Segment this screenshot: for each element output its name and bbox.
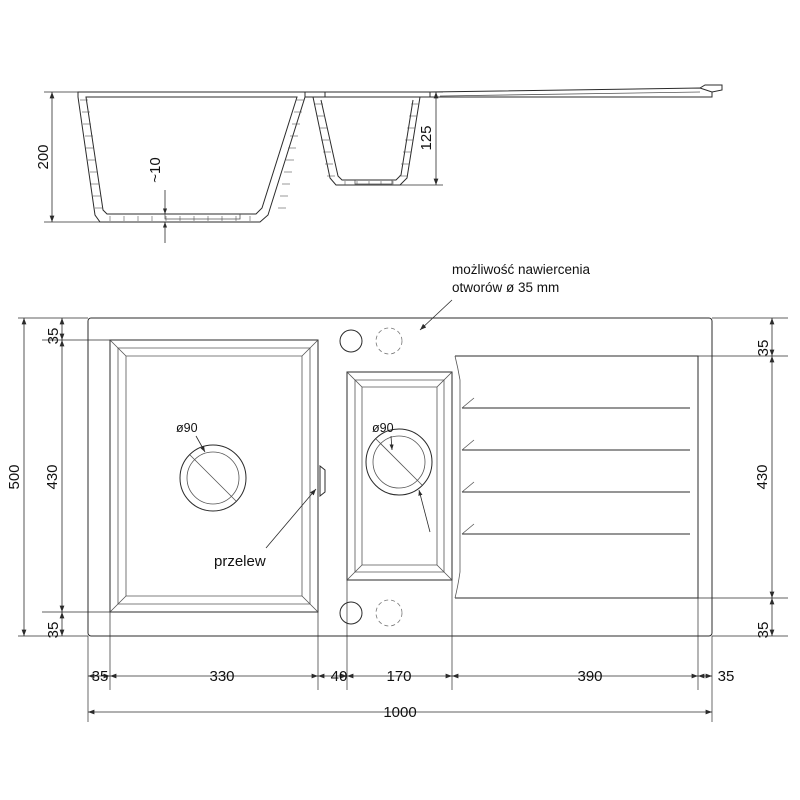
- chain-dim-5: 35: [717, 668, 735, 685]
- chain-dim-0: 35: [91, 668, 109, 685]
- overflow-label: przelew: [214, 553, 266, 570]
- chain-dim-3: 170: [386, 668, 412, 685]
- chain-dim-4: 390: [577, 668, 603, 685]
- plan-right-inner-height-label: 430: [754, 464, 771, 490]
- drilling-note-line2: otworów ø 35 mm: [452, 280, 560, 295]
- bottom-dimension-chain: [88, 668, 734, 685]
- optional-hole-top: [376, 328, 402, 354]
- plan-view: [6, 318, 788, 722]
- optional-hole-bottom: [376, 600, 402, 626]
- sink-outline: [88, 318, 712, 636]
- section-depth-main-label: 200: [35, 144, 52, 170]
- main-bowl-outline: [110, 340, 318, 612]
- plan-top-margin-label: 35: [45, 327, 62, 345]
- main-drain-diameter-label: ø90: [176, 421, 198, 435]
- plan-overall-width-label: 500: [6, 464, 23, 490]
- plan-bottom-margin-label: 35: [45, 621, 62, 639]
- section-wall-thickness-label: ~10: [147, 157, 164, 183]
- overflow-slot: [320, 466, 325, 496]
- drainboard-outline: [455, 356, 698, 598]
- chain-dim-2: 40: [330, 668, 348, 685]
- section-view: [35, 85, 722, 243]
- drilling-note: [420, 262, 591, 330]
- small-bowl-outline: [347, 372, 452, 580]
- drilling-note-line1: możliwość nawiercenia: [452, 262, 591, 277]
- plan-overall-length-label: 1000: [383, 704, 417, 721]
- chain-dim-1: 330: [209, 668, 235, 685]
- section-depth-small-label: 125: [418, 125, 435, 151]
- small-drain-diameter-label: ø90: [372, 421, 394, 435]
- tap-hole-top: [340, 330, 362, 352]
- plan-right-bottom-margin-label: 35: [755, 621, 772, 639]
- plan-inner-height-label: 430: [44, 464, 61, 490]
- plan-right-top-margin-label: 35: [755, 339, 772, 357]
- drainboard-ribs: [462, 398, 690, 534]
- tap-hole-bottom: [340, 602, 362, 624]
